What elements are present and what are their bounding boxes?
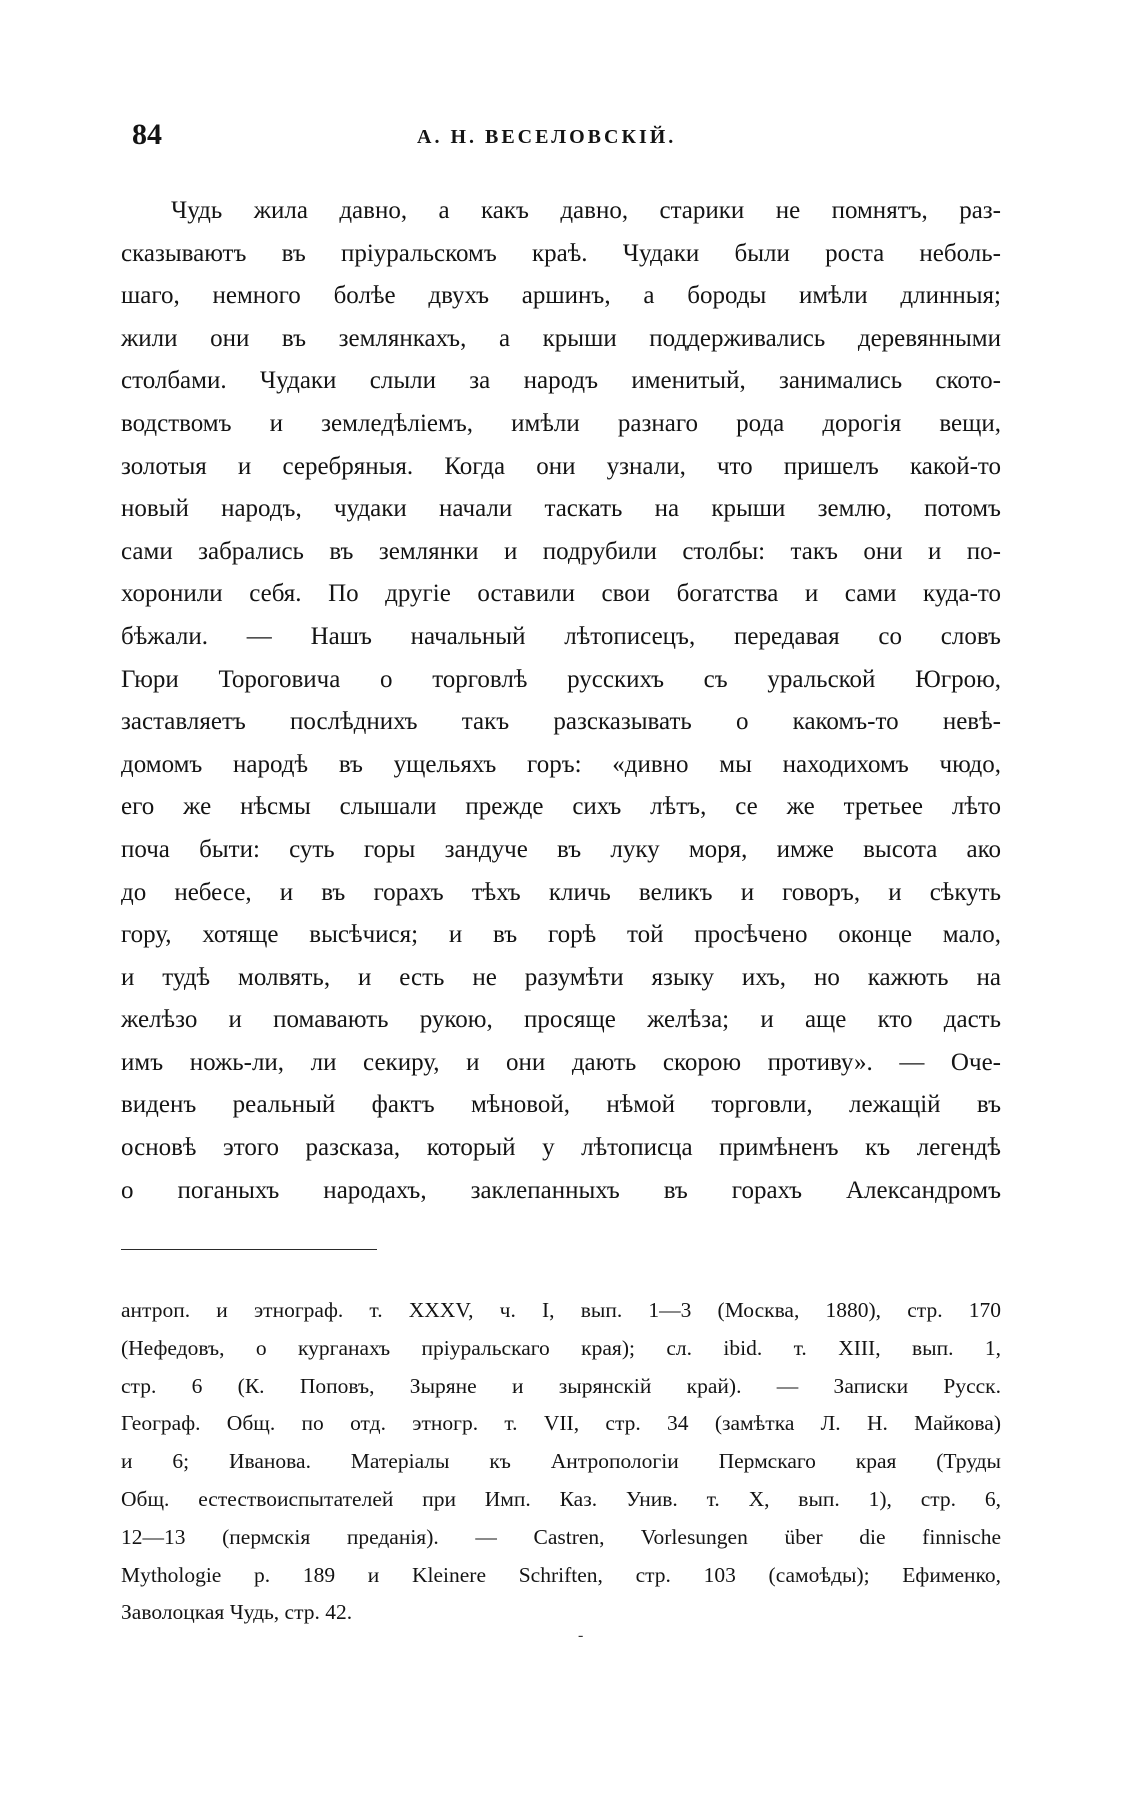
footnote-line: стр. 6 (К. Поповъ, Зыряне и зырянскій край). — Записки Русск. [121,1373,1001,1398]
footnote-line: Заволоцкая Чудь, стр. 42. [121,1600,353,1625]
text-line: о поганыхъ народахъ, заклепанныхъ въ горахъ Александромъ [121,1176,1001,1204]
text-line: столбами. Чудаки слыли за народъ именитый, занимались ското- [121,367,1001,395]
text-line: заставляетъ послѣднихъ такъ разсказывать о какомъ-то невѣ- [121,708,1001,736]
main-text [121,190,1001,1212]
footnote-line: Mythologie p. 189 и Kleinere Schriften, стр. 103 (самоѣды); Ефименко, [121,1562,1001,1587]
text-line: шаго, немного болѣе двухъ аршинъ, а бороды имѣли длинныя; [121,282,1001,310]
text-line: Гюри Тороговича о торговлѣ русскихъ съ уральской Югрою, [121,665,1001,693]
text-line: жили они въ землянкахъ, а крыши поддерживались деревянными [121,324,1001,352]
text-line: поча быти: суть горы зандуче въ луку моря, имже высота ако [121,835,1001,863]
page-header [132,118,1002,158]
text-line: сказываютъ въ пріуральскомъ краѣ. Чудаки были роста неболь- [121,239,1001,267]
text-line: Чудь жила давно, а какъ давно, старики не помнятъ, раз- [171,197,1001,224]
text-line: сами забрались въ землянки и подрубили столбы: такъ они и по- [121,537,1001,565]
text-line: водствомъ и земледѣліемъ, имѣли разнаго рода дорогія вещи, [121,409,1001,437]
bottom-mark: - [578,1627,584,1644]
footnote-line: Общ. естествоиспытателей при Имп. Каз. Унив. т. X, вып. 1), стр. 6, [121,1486,1001,1511]
running-head: А. Н. ВЕСЕЛОВСКІЙ. [417,126,677,148]
text-line: имъ ножь-ли, ли секиру, и они дають скорою противу». — Оче- [121,1048,1001,1076]
text-line: до небесе, и въ горахъ тѣхъ кличь великъ и говоръ, и сѣкуть [121,878,1001,906]
text-line: его же нѣсмы слышали прежде сихъ лѣтъ, се же третьее лѣто [121,793,1001,821]
text-line: домомъ народѣ въ ущельяхъ горъ: «дивно мы находихомъ чюдо, [121,750,1001,778]
footnote-divider [121,1249,377,1250]
page-number: 84 [132,118,162,151]
footnotes [121,1292,1001,1632]
text-line: хоронили себя. По другіе оставили свои богатства и сами куда-то [121,580,1001,608]
text-line: новый народъ, чудаки начали таскать на крыши землю, потомъ [121,495,1001,523]
text-line: и тудѣ молвять, и есть не разумѣти языку ихъ, но кажють на [121,963,1001,991]
footnote-line: и 6; Иванова. Матеріалы къ Антропологіи Пермскаго края (Труды [121,1449,1001,1474]
text-line: желѣзо и помавають рукою, просяще желѣза; и аще кто дасть [121,1006,1001,1034]
footnote-line: 12—13 (пермскія преданія). — Castren, Vorlesungen über die finnische [121,1524,1001,1549]
footnote-line: Географ. Общ. по отд. этногр. т. VII, стр. 34 (замѣтка Л. Н. Майкова) [121,1411,1001,1436]
text-line: золотыя и серебряныя. Когда они узнали, что пришелъ какой-то [121,452,1001,480]
footnote-line: (Нефедовъ, о курганахъ пріуральскаго края); сл. ibid. т. XIII, вып. 1, [121,1335,1001,1360]
text-line: гору, хотяще высѣчися; и въ горѣ той просѣчено оконце мало, [121,921,1001,949]
text-line: бѣжали. — Нашъ начальный лѣтописецъ, передавая со словъ [121,622,1001,650]
text-line: основѣ этого разсказа, который у лѣтописца примѣненъ къ легендѣ [121,1134,1001,1162]
footnote-line: антроп. и этнограф. т. XXXV, ч. I, вып. 1—3 (Москва, 1880), стр. 170 [121,1298,1001,1322]
text-line: виденъ реальный фактъ мѣновой, нѣмой торговли, лежащій въ [121,1091,1001,1119]
